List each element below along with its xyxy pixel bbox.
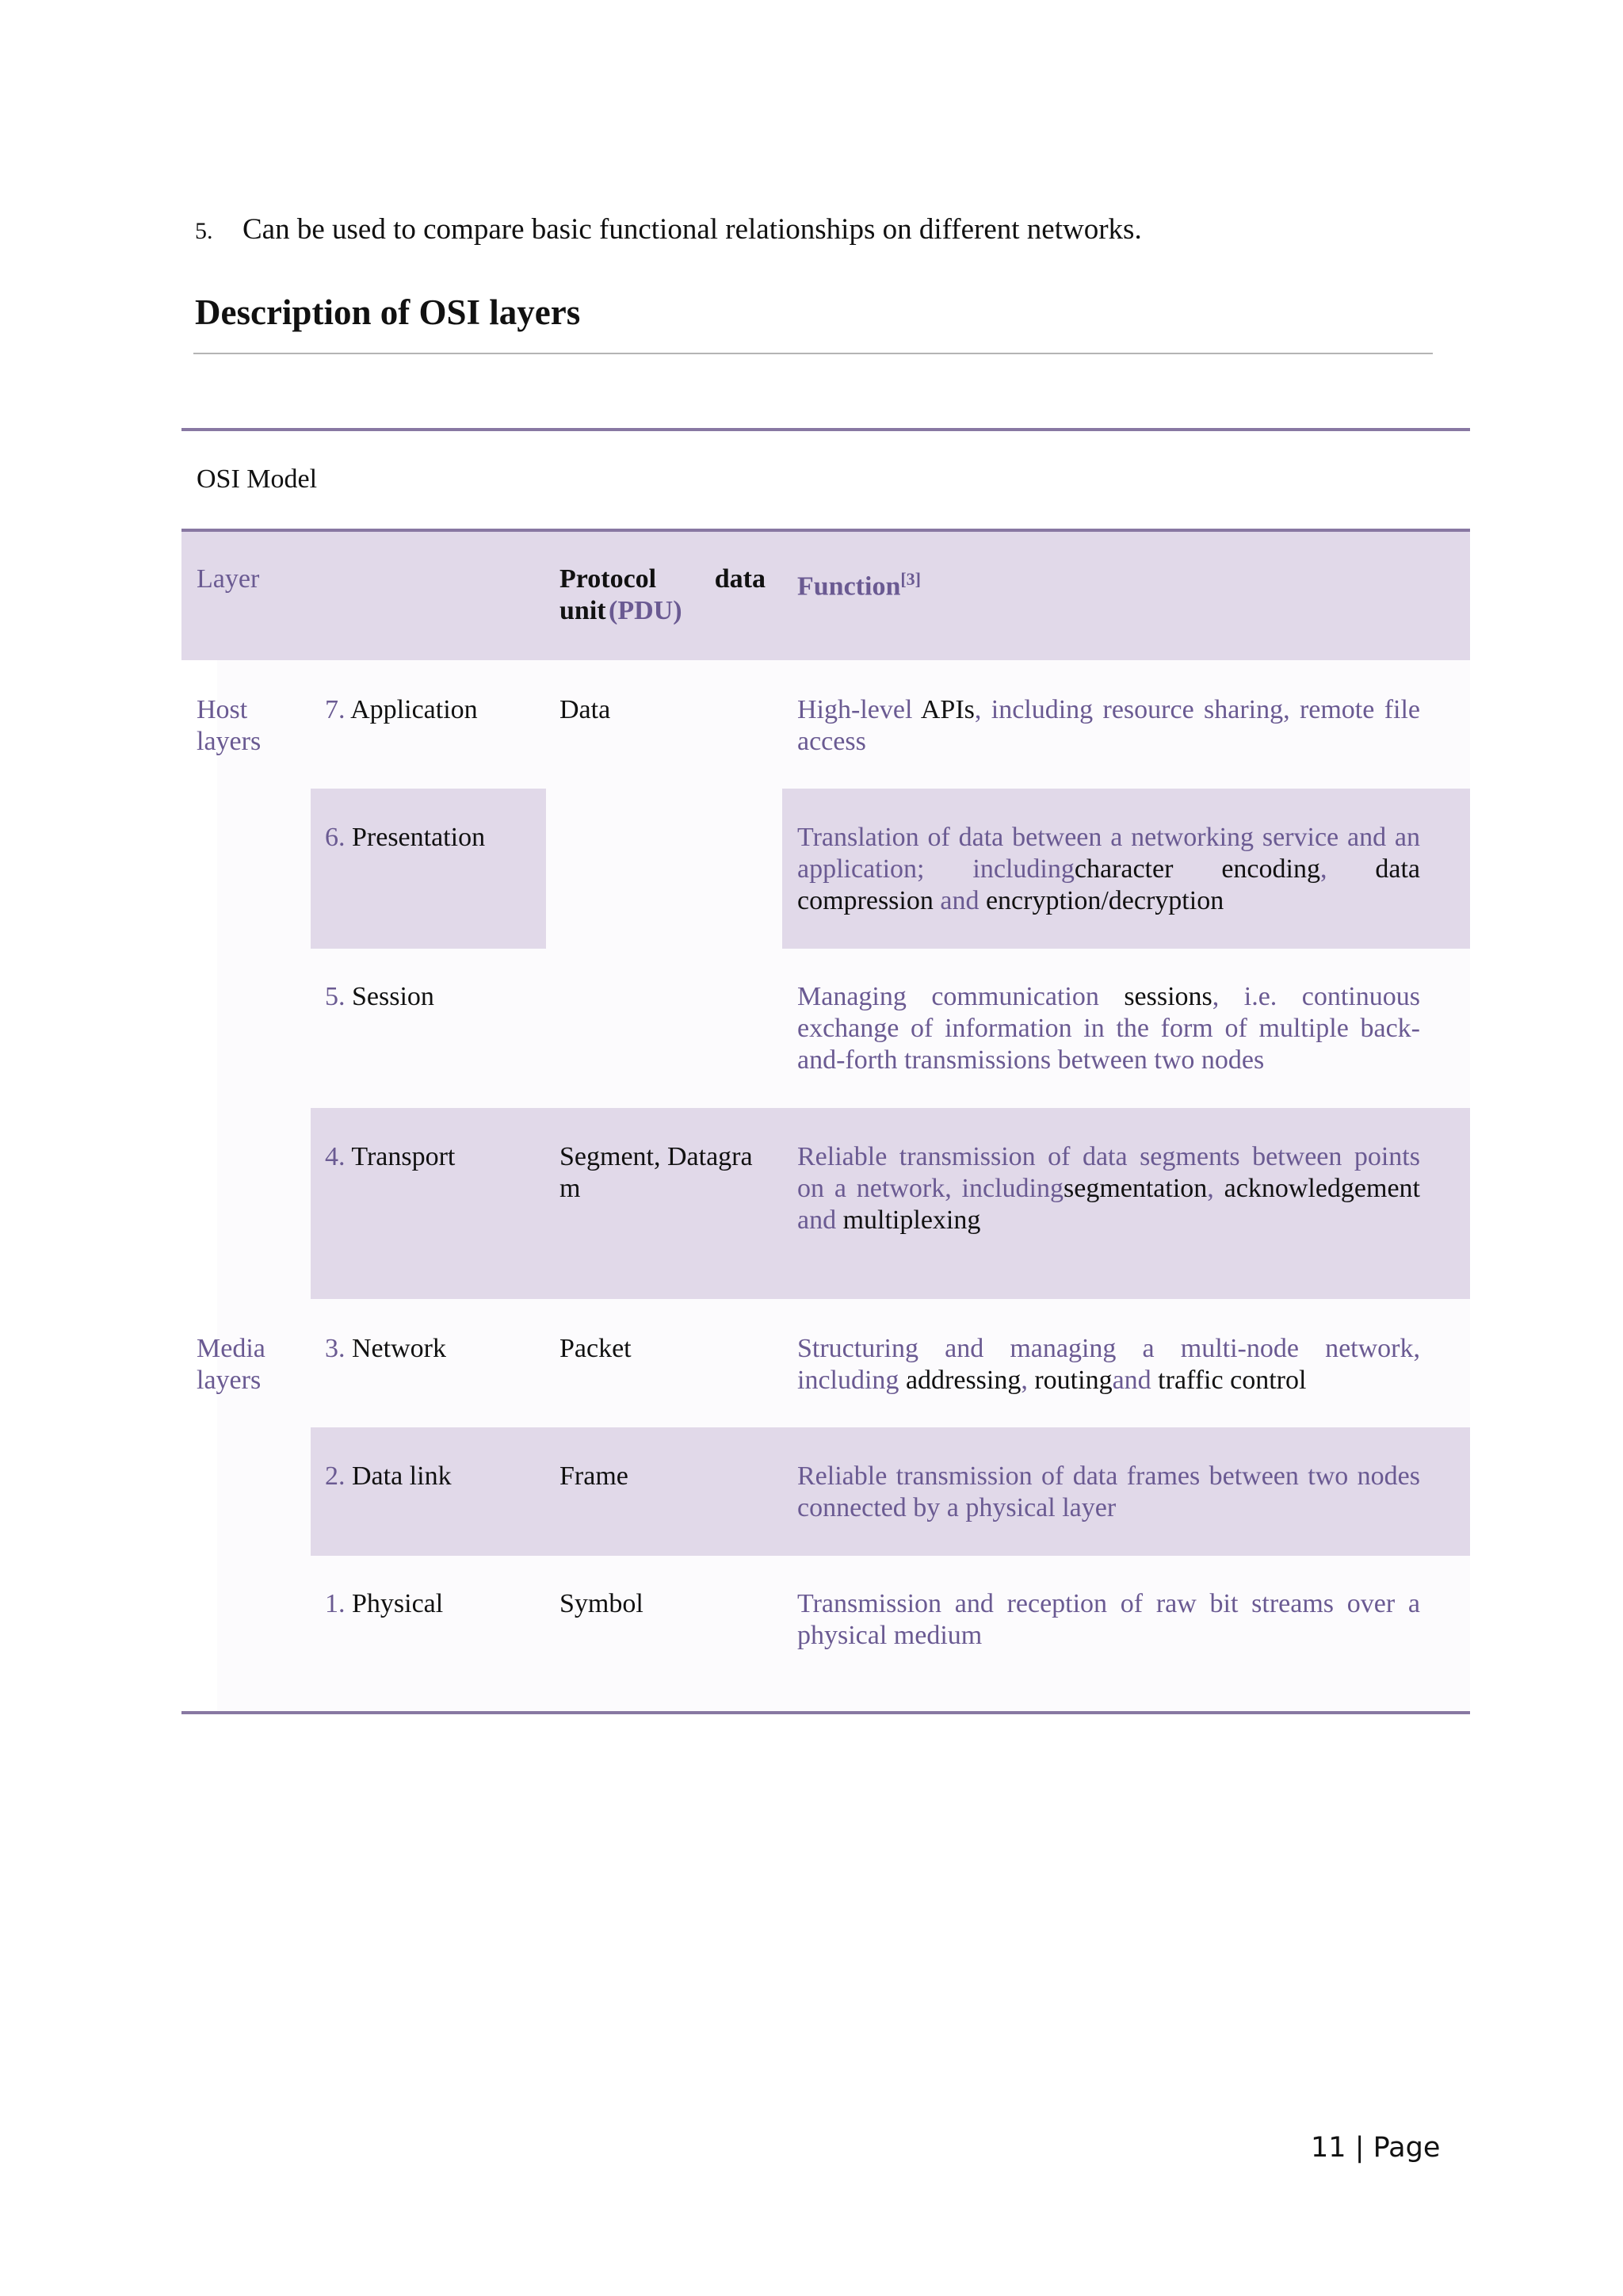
layer-name [325, 1141, 455, 1173]
function-text: High-level [797, 695, 921, 724]
page-footer [1311, 2132, 1440, 2164]
layer-label: Physical [352, 1589, 444, 1618]
function-term: encryption/decryption [985, 886, 1224, 915]
layer-label: Application [350, 695, 478, 724]
section-heading: Description of OSI layers [195, 292, 581, 332]
layer-name [325, 822, 485, 854]
layer-name [325, 694, 478, 726]
pdu-cell: Data [559, 695, 611, 724]
pdu-cell: Segment, Datagram [559, 1142, 753, 1203]
function-ref: [3] [900, 569, 922, 589]
function-term: APIs [920, 695, 975, 724]
layer-name [325, 981, 434, 1013]
layer-label: Session [352, 982, 434, 1011]
row-6-name-band [311, 789, 546, 949]
layer-number: 5. [325, 982, 346, 1011]
function-term: sessions [1124, 982, 1212, 1011]
function-text: , including resource sharing, remote file access [797, 695, 1420, 756]
function-text: Managing communication [797, 982, 1125, 1011]
layer-number: 4. [325, 1142, 346, 1171]
list-item-text: Can be used to compare basic functional relationships on different networks. [242, 213, 1142, 246]
page-separator: | [1354, 2132, 1365, 2164]
layer-name [325, 1461, 452, 1492]
function-cell [797, 1588, 1420, 1652]
layer-label: Presentation [352, 823, 486, 852]
function-text: , i.e. continuous exchange of information in the form of multiple back-and-forth transmissions between two nodes [797, 982, 1420, 1075]
layer-number: 3. [325, 1334, 346, 1363]
header-pdu-abbr: (PDU) [609, 596, 682, 625]
function-text: , [1319, 854, 1376, 884]
function-term: multiplexing [842, 1205, 981, 1235]
function-term: data compression [797, 854, 1421, 915]
function-cell [797, 1141, 1420, 1236]
function-term: addressing [905, 1366, 1022, 1395]
page-number: 11 [1311, 2132, 1346, 2164]
table-caption: OSI Model [197, 464, 318, 494]
header-function [797, 563, 921, 602]
function-text: Structuring and managing a multi-node network, including [797, 1334, 1420, 1395]
function-text: Reliable transmission of data frames between two nodes connected by a physical layer [797, 1461, 1420, 1522]
function-text: , [1207, 1174, 1224, 1203]
layer-number: 7. [325, 695, 346, 724]
function-term: character encoding [1074, 854, 1320, 884]
layer-name [325, 1588, 443, 1620]
function-text: and [797, 1205, 843, 1235]
layer-number: 2. [325, 1461, 346, 1491]
layer-label: Data link [352, 1461, 452, 1491]
function-cell [797, 694, 1420, 758]
group-media-layers: Media layers [197, 1334, 265, 1395]
pdu-cell: Symbol [559, 1589, 643, 1618]
layer-label: Network [352, 1334, 446, 1363]
function-text: , [1021, 1366, 1035, 1395]
layer-number: 1. [325, 1589, 346, 1618]
function-text: Transmission and reception of raw bit streams over a physical medium [797, 1589, 1420, 1650]
list-item-number: 5. [195, 218, 213, 244]
table-top-rule [181, 428, 1470, 431]
function-text: Translation of data between a networking service and an application; including [797, 823, 1420, 884]
function-term: routing [1034, 1366, 1113, 1395]
header-function-label: Function [797, 571, 901, 602]
header-layer: Layer [197, 564, 260, 594]
function-term: segmentation [1064, 1174, 1208, 1203]
list-item [195, 212, 1142, 246]
header-pdu-label: Protocol data unit [559, 564, 766, 625]
layer-number: 6. [325, 823, 346, 852]
layer-name [325, 1333, 446, 1365]
heading-divider [193, 353, 1433, 354]
function-cell [797, 1333, 1420, 1396]
function-cell [797, 1461, 1420, 1524]
layer-label: Transport [351, 1142, 456, 1171]
pdu-cell: Frame [559, 1461, 628, 1491]
table-bottom-rule [181, 1711, 1470, 1714]
function-cell [797, 822, 1420, 917]
function-text: and [1112, 1366, 1159, 1395]
function-term: acknowledgement [1224, 1174, 1421, 1203]
page-label: Page [1373, 2132, 1441, 2164]
function-text: Reliable transmission of data segments between points on a network, including [797, 1142, 1420, 1203]
function-term: traffic control [1158, 1366, 1307, 1395]
function-text: and [933, 886, 986, 915]
function-cell [797, 981, 1420, 1076]
pdu-cell: Packet [559, 1334, 632, 1363]
group-host-layers: Host layers [197, 695, 262, 756]
